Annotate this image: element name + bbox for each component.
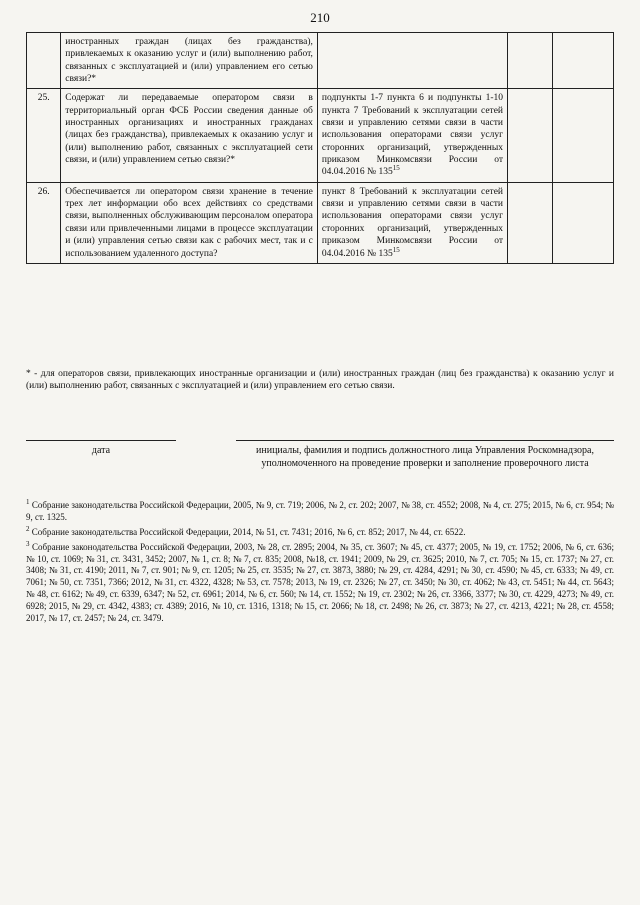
row-number — [27, 33, 61, 89]
row-number: 26. — [27, 182, 61, 263]
signature-block — [26, 418, 614, 488]
row-question: Содержат ли передаваемые оператором связи в территориальный орган ФСБ России сведения данные об иностранных организациях и иностранных гражданах (лицах без гражданства), привлекаемых к оказанию услуг и (или) выполнению работ, связанных с эксплуатацией сети связи, и (или) управлением сетью связи?* — [61, 89, 318, 182]
footnote-mark: 3 — [26, 539, 30, 548]
asterisk-note: * - для операторов связи, привлекающих иностранные организации и (или) иностранных граждан (лиц без гражданства) к оказанию услуг и (или) выполнению работ, связанных с эксплуатацией и (или) управлением его сетью связи. — [26, 369, 614, 392]
table-row — [27, 89, 614, 182]
note-cell — [552, 89, 613, 182]
footnote-text: Собрание законодательства Российской Федерации, 2005, № 9, ст. 719; 2006, № 2, ст. 202; 2007, № 38, ст. 4552; 2008, № 4, ст. 275; 2015, № 6, ст. 954; № 9, ст. 1325. — [26, 500, 615, 522]
signature-line — [236, 440, 614, 441]
answer-cell — [508, 33, 553, 89]
checklist-table — [26, 32, 614, 264]
date-line — [26, 440, 176, 441]
reference-text: пункт 8 Требований к эксплуатации сетей связи и управлению сетями связи в части использования операторами связи услуг сторонних организаций, утвержденных приказом Минкомсвязи России от 04.04.2016 № 135 — [321, 186, 504, 259]
page-number: 210 — [310, 10, 330, 25]
footnote-ref: 15 — [392, 164, 400, 173]
footnotes — [26, 500, 614, 628]
row-reference — [317, 33, 507, 89]
footnote-ref: 15 — [392, 245, 400, 254]
footnote — [26, 524, 614, 539]
reference-text: подпункты 1-7 пункта 6 и подпункты 1-10 пункта 7 Требований к эксплуатации сетей связи и управлению сетями связи в части использования операторами связи услуг сторонних организаций, утвержденных приказом Минкомсвязи России от 04.04.2016 № 135 — [321, 93, 504, 178]
table-row — [27, 33, 614, 89]
row-number: 25. — [27, 89, 61, 182]
answer-cell — [508, 89, 553, 182]
note-cell — [552, 33, 613, 89]
official-label: инициалы, фамилия и подпись должностного лица Управления Роскомнадзора, уполномоченного на проведение проверки и заполнение проверочного листа — [256, 445, 594, 469]
table-row — [27, 182, 614, 263]
row-question: иностранных граждан (лицах без гражданства), привлекаемых к оказанию услуг и (или) выполнению работ, связанных с эксплуатацией и (или) управлением его сетью связи?* — [61, 33, 318, 89]
footnote-mark: 1 — [26, 498, 30, 506]
footnote — [26, 539, 614, 625]
note-cell — [552, 182, 613, 263]
row-question: Обеспечивается ли оператором связи хранение в течение трех лет информации обо всех действиях со средствами связи, выполненных обслуживающим персоналом оператора связи или привлеченными лицами в процессе эксплуатации и (или) управления сетью связи как с рабочих мест, так и с использованием удаленного доступа? — [61, 182, 318, 263]
answer-cell — [508, 182, 553, 263]
footnote-text: Собрание законодательства Российской Федерации, 2014, № 51, ст. 7431; 2016, № 6, ст. 852; 2017, № 44, ст. 6522. — [31, 526, 466, 537]
footnote — [26, 500, 614, 524]
footnote-text: Собрание законодательства Российской Федерации, 2003, № 28, ст. 2895; 2004, № 35, ст. 3607; № 45, ст. 4377; 2005, № 19, ст. 1752; 2006, № 6, ст. 636; № 10, ст. 1069; № 31, ст. 3431, 3452; 2007, № 1, ст. 8; № 7, ст. 835; 2008, №18, ст. 1941; 2009, № 29, ст. 3625; 2010, № 7, ст. 705; № 15, ст. 1737; № 27, ст. 3408; № 31, ст. 4190; 2011, № 7, ст. 901; № 9, ст. 1205; № 25, ст. 3535; № 27, ст. 3873, 3880; № 29, ст. 4284, 4291; № 30, ст. 4590; № 45, ст. 6333; № 49, ст. 7061; № 50, ст. 7351, 7366; 2012, № 31, ст. 4322, 4328; № 53, ст. 7578; 2013, № 19, ст. 2326; № 27, ст. 3450; № 30, ст. 4062; № 43, ст. 5451; № 44, ст. 5643; № 48, ст. 6162; № 49, ст. 6339, 6347; № 52, ст. 6961; 2014, № 6, ст. 560; № 14, ст. 1552; № 19, ст. 2302; № 26, ст. 3366, 3377; № 30, ст. 4229, 4273; № 49, ст. 6928; 2015, № 29, ст. 4342, 4383; ст. 4389; 2016, № 10, ст. 1316, 1318; № 15, ст. 2066; № 18, ст. 2498; № 26, ст. 3873; № 27, ст. 4213, 4221; № 28, ст. 4558; 2017, № 17, ст. 2457; № 24, ст. 3479. — [26, 541, 614, 623]
date-label: дата — [91, 445, 111, 456]
footnote-mark: 2 — [26, 524, 30, 533]
row-reference — [317, 182, 507, 263]
row-reference — [317, 89, 507, 182]
